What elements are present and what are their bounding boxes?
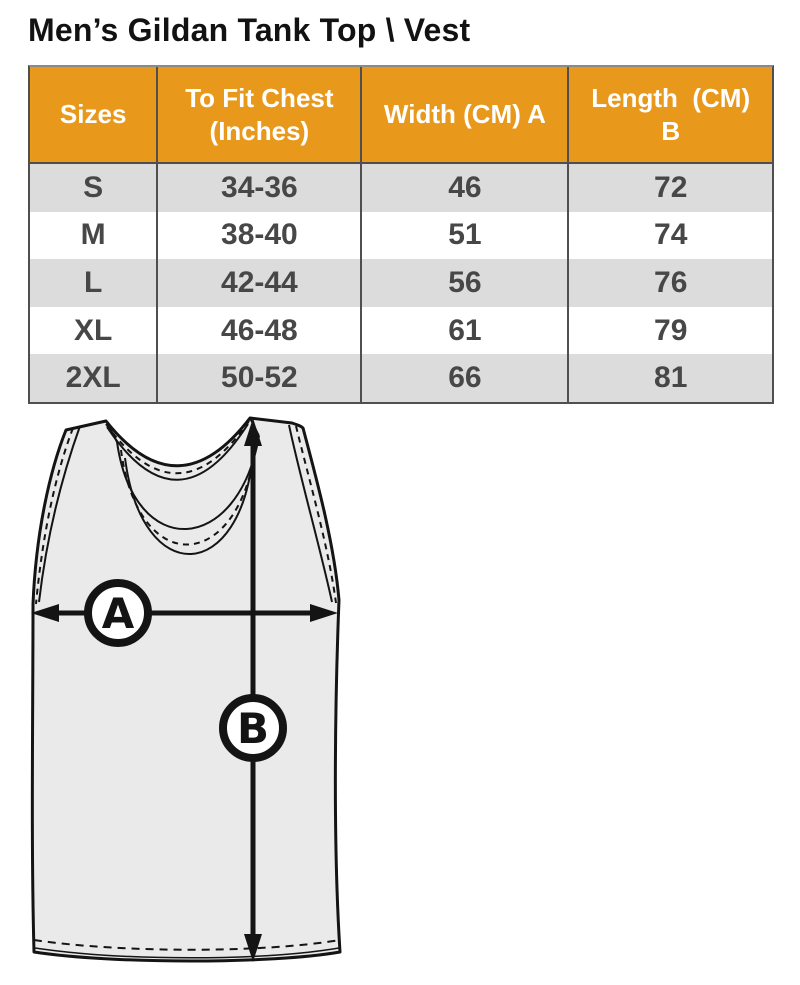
width-cell: 51 <box>362 212 569 260</box>
table-row <box>30 212 772 260</box>
size-cell: XL <box>30 307 158 355</box>
tank-outline <box>32 418 340 961</box>
chest-cell: 38-40 <box>158 212 362 260</box>
page-title: Men’s Gildan Tank Top \ Vest <box>28 12 471 48</box>
width-cell: 56 <box>362 259 569 307</box>
table-row <box>30 307 772 355</box>
header-sizes <box>30 67 158 162</box>
width-cell: 46 <box>362 164 569 212</box>
length-cell: 79 <box>654 313 688 347</box>
length-cell: 72 <box>654 170 688 204</box>
width-cell: 66 <box>362 354 569 402</box>
width-label-circle <box>88 583 148 643</box>
table-row <box>30 164 772 212</box>
header-chest <box>158 67 362 162</box>
size-table <box>28 65 774 404</box>
header-width <box>362 67 569 162</box>
tank-top-diagram <box>22 412 352 984</box>
header-length <box>569 67 772 162</box>
size-cell: M <box>30 212 158 260</box>
table-row <box>30 259 772 307</box>
length-label: B <box>236 704 270 753</box>
length-cell: 76 <box>654 265 688 299</box>
chest-cell: 50-52 <box>158 354 362 402</box>
length-label-circle <box>223 698 283 758</box>
header-chest-line1: To Fit Chest <box>185 82 334 113</box>
size-cell: 2XL <box>30 354 158 402</box>
header-length-line1: Length (CM) <box>591 82 751 113</box>
chest-cell: 34-36 <box>158 164 362 212</box>
chest-cell: 42-44 <box>158 259 362 307</box>
width-label: A <box>101 589 135 638</box>
length-cell: 81 <box>654 361 688 395</box>
size-cell: L <box>30 259 158 307</box>
width-cell: 61 <box>362 307 569 355</box>
header-width-line1: Width (CM) A <box>383 99 546 129</box>
header-length-line2: B <box>661 115 681 146</box>
header-chest-line2: (Inches) <box>209 115 310 146</box>
length-cell: 74 <box>654 218 688 252</box>
size-table-header-row <box>30 67 772 164</box>
header-sizes-line1: Sizes <box>59 99 127 129</box>
size-cell: S <box>30 164 158 212</box>
table-row <box>30 354 772 402</box>
chest-cell: 46-48 <box>158 307 362 355</box>
